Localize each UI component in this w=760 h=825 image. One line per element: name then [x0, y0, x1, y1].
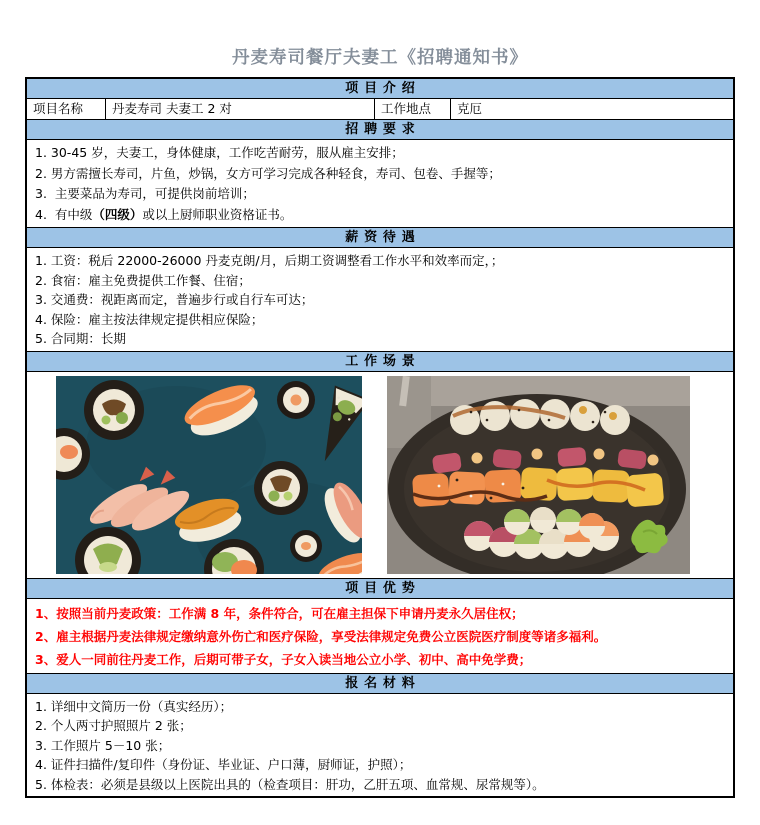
salary-item-2: 2. 食宿：雇主免费提供工作餐、住宿；	[35, 272, 251, 288]
sushi-platter-photo	[387, 376, 690, 574]
requirement-item-4	[35, 205, 725, 226]
material-item-2: 2. 个人两寸护照照片 2 张；	[35, 718, 192, 733]
section-header-requirements: 招聘要求	[27, 120, 733, 140]
requirement-item-1: 1. 30-45 岁，夫妻工，身体健康，工作吃苦耐劳，服从雇主安排；	[35, 145, 404, 160]
material-item-4: 4. 证件扫描件/复印件（身份证、毕业证、户口薄，厨师证，护照）；	[35, 757, 412, 772]
work-location-value: 克厄	[457, 101, 483, 116]
salary-item-1: 1. 工资：税后 22000-26000 丹麦克朗/月，后期工资调整看工作水平和效率而定，；	[35, 253, 504, 268]
project-name-value: 丹麦寿司 夫妻工 2 对	[106, 99, 375, 119]
salary-item-3: 3. 交通费：视距离而定，普遍步行或自行车可达；	[35, 292, 314, 307]
requirement-item-3: 3. 主要菜品为寿司，可提供岗前培训；	[35, 186, 255, 201]
salary-item-4: 4. 保险：雇主按法律规定提供相应保险；	[35, 311, 264, 327]
section-header-project-intro: 项目介绍	[27, 79, 733, 99]
project-name-label: 项目名称	[27, 99, 106, 119]
page-title: 丹麦寿司餐厅夫妻工《招聘通知书》	[232, 48, 528, 68]
advantage-item-1: 1、按照当前丹麦政策：工作满 8 年，条件符合，可在雇主担保下申请丹麦永久居住权；	[35, 605, 524, 621]
notice-table	[25, 77, 735, 798]
salary-item-5: 5. 合同期：长期	[35, 331, 126, 346]
project-info-row	[27, 99, 733, 120]
salary-list	[27, 248, 733, 352]
advantages-list	[27, 599, 733, 674]
material-item-1: 1. 详细中文简历一份（真实经历）；	[35, 698, 233, 714]
requirement-item-4-bold: （四级）	[92, 206, 143, 222]
advantage-item-3: 3、爱人一同前往丹麦工作，后期可带子女，子女入读当地公立小学、初中、高中免学费；	[35, 651, 532, 667]
section-header-materials: 报名材料	[27, 674, 733, 694]
requirements-list	[27, 140, 733, 228]
assorted-sushi-photo	[56, 376, 362, 574]
section-header-work-scenes: 工作场景	[27, 352, 733, 372]
requirement-item-4-prefix: 4. 有中级	[35, 206, 93, 222]
advantage-item-2: 2、雇主根据丹麦法律规定缴纳意外伤亡和医疗保险，享受法律规定免费公立医院医疗制度等诸多福利。	[35, 628, 607, 644]
material-item-5: 5. 体检表：必须是县级以上医院出具的（检查项目：肝功，乙肝五项、血常规、尿常规等）。	[35, 776, 545, 792]
section-header-salary: 薪资待遇	[27, 228, 733, 248]
materials-list	[27, 694, 733, 797]
requirement-item-2: 2. 男方需擅长寿司，片鱼，炒锅，女方可学习完成各种轻食，寿司、包卷、手握等；	[35, 165, 501, 181]
requirement-item-4-suffix: 或以上厨师职业资格证书。	[142, 206, 293, 222]
work-location-label: 工作地点	[375, 99, 451, 119]
material-item-3: 3. 工作照片 5－10 张；	[35, 737, 171, 753]
work-scene-photos	[27, 372, 733, 579]
section-header-advantages: 项目优势	[27, 579, 733, 599]
